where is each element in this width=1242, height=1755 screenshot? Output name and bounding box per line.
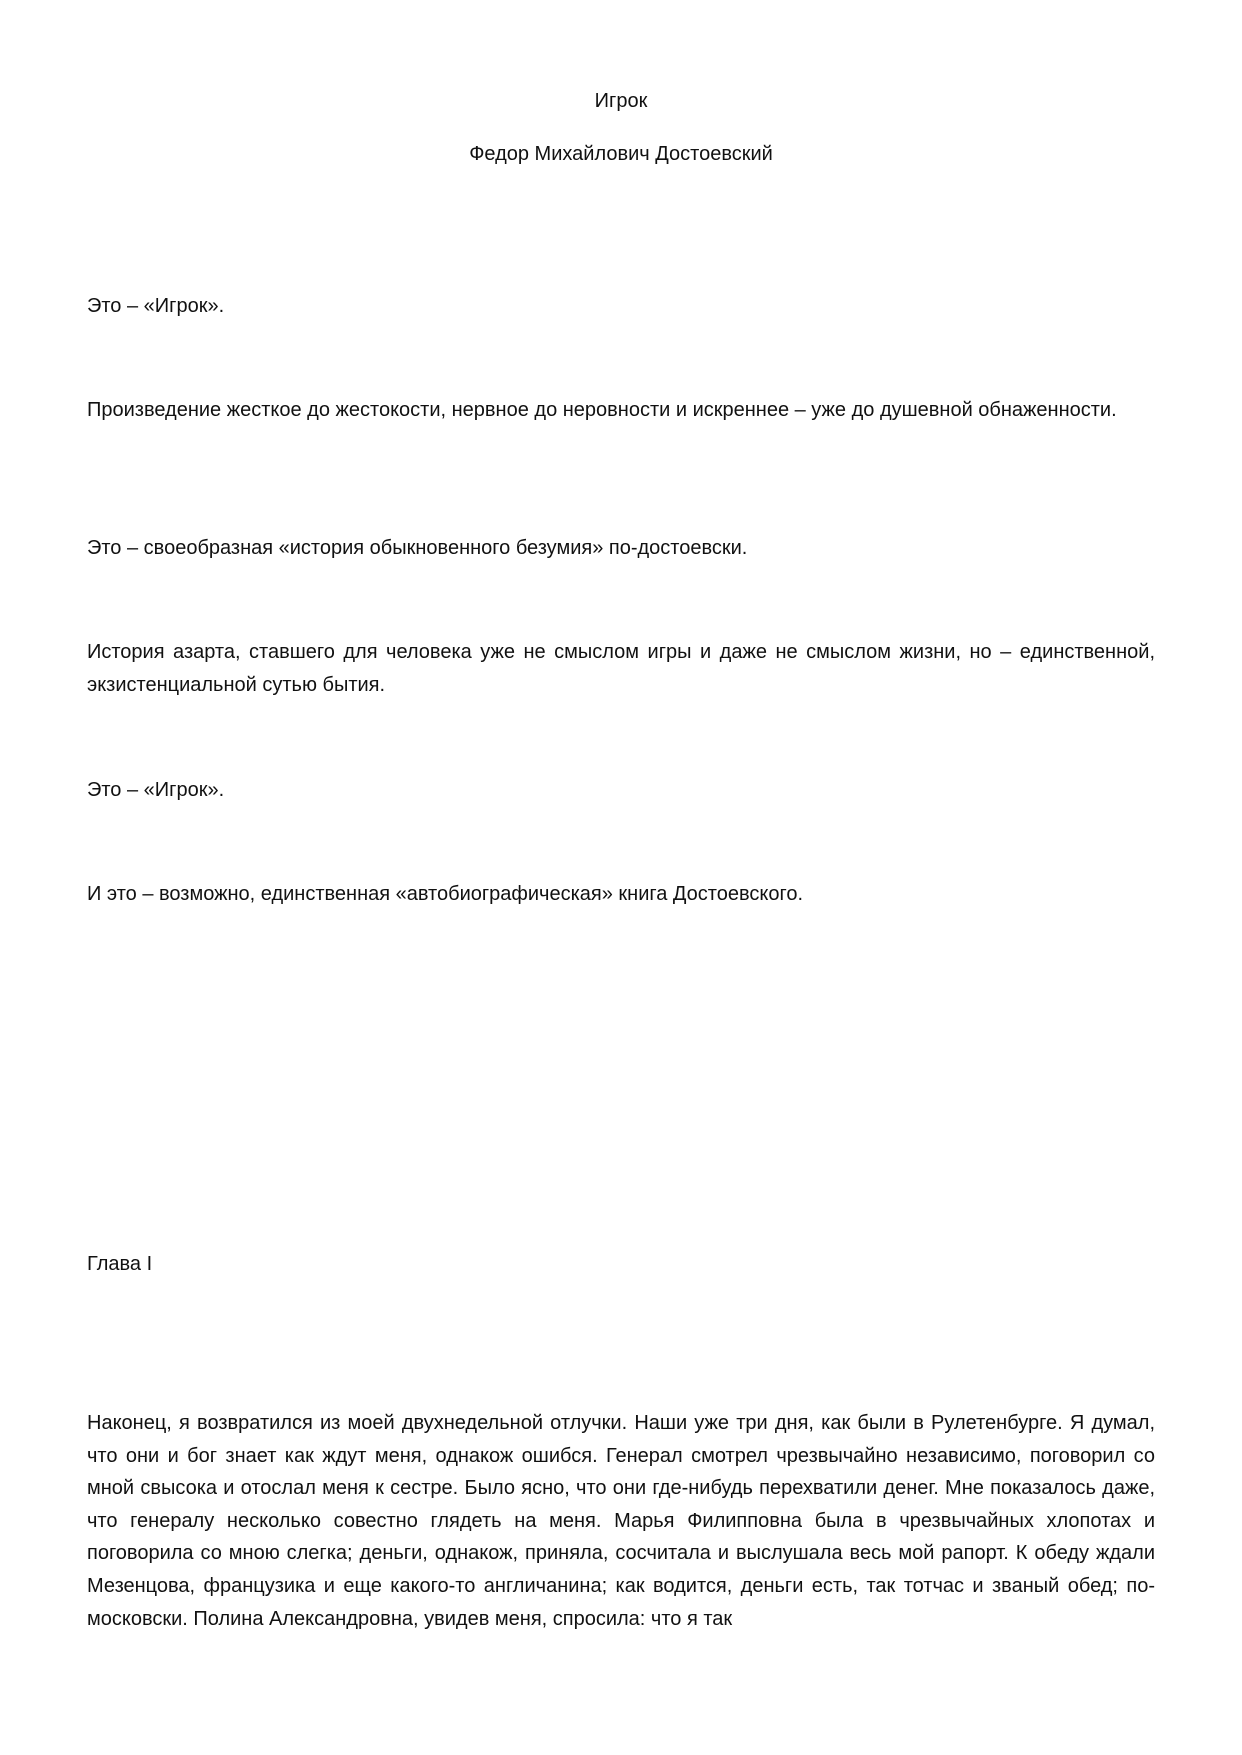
chapter-heading: Глава I [87, 1253, 153, 1275]
annotation-paragraph-4: История азарта, ставшего для человека уже не смыслом игры и даже не смыслом жизни, но – единственной, экзистенциальной сутью бытия. [87, 641, 1155, 696]
annotation-paragraph-1: Это – «Игрок». [87, 295, 225, 317]
annotation-paragraph-6: И это – возможно, единственная «автобиографическая» книга Достоевского. [87, 883, 804, 905]
annotation-paragraph-5: Это – «Игрок». [87, 779, 225, 801]
chapter-body-paragraph: Наконец, я возвратился из моей двухнедельной отлучки. Наши уже три дня, как были в Рулетенбурге. Я думал, что они и бог знает как ждут меня, однакож ошибся. Генерал смотрел чрезвычайно независимо, поговорил со мной свысока и отослал меня к сестре. Было ясно, что они где-нибудь перехватили денег. Мне показалось даже, что генералу несколько совестно глядеть на меня. Марья Филипповна была в чрезвычайных хлопотах и поговорила со мною слегка; деньги, однакож, приняла, сосчитала и выслушала весь мой рапорт. К обеду ждали Мезенцова, французика и еще какого-то англичанина; как водится, деньги есть, так тотчас и званый обед; по-московски. Полина Александровна, увидев меня, спросила: что я так [87, 1412, 1155, 1630]
annotation-paragraph-3: Это – своеобразная «история обыкновенного безумия» по-достоевски. [87, 537, 748, 559]
book-author: Федор Михайлович Достоевский [469, 143, 773, 165]
book-title: Игрок [594, 90, 648, 112]
annotation-paragraph-2: Произведение жесткое до жестокости, нервное до неровности и искреннее – уже до душевной обнаженности. [87, 399, 1117, 421]
